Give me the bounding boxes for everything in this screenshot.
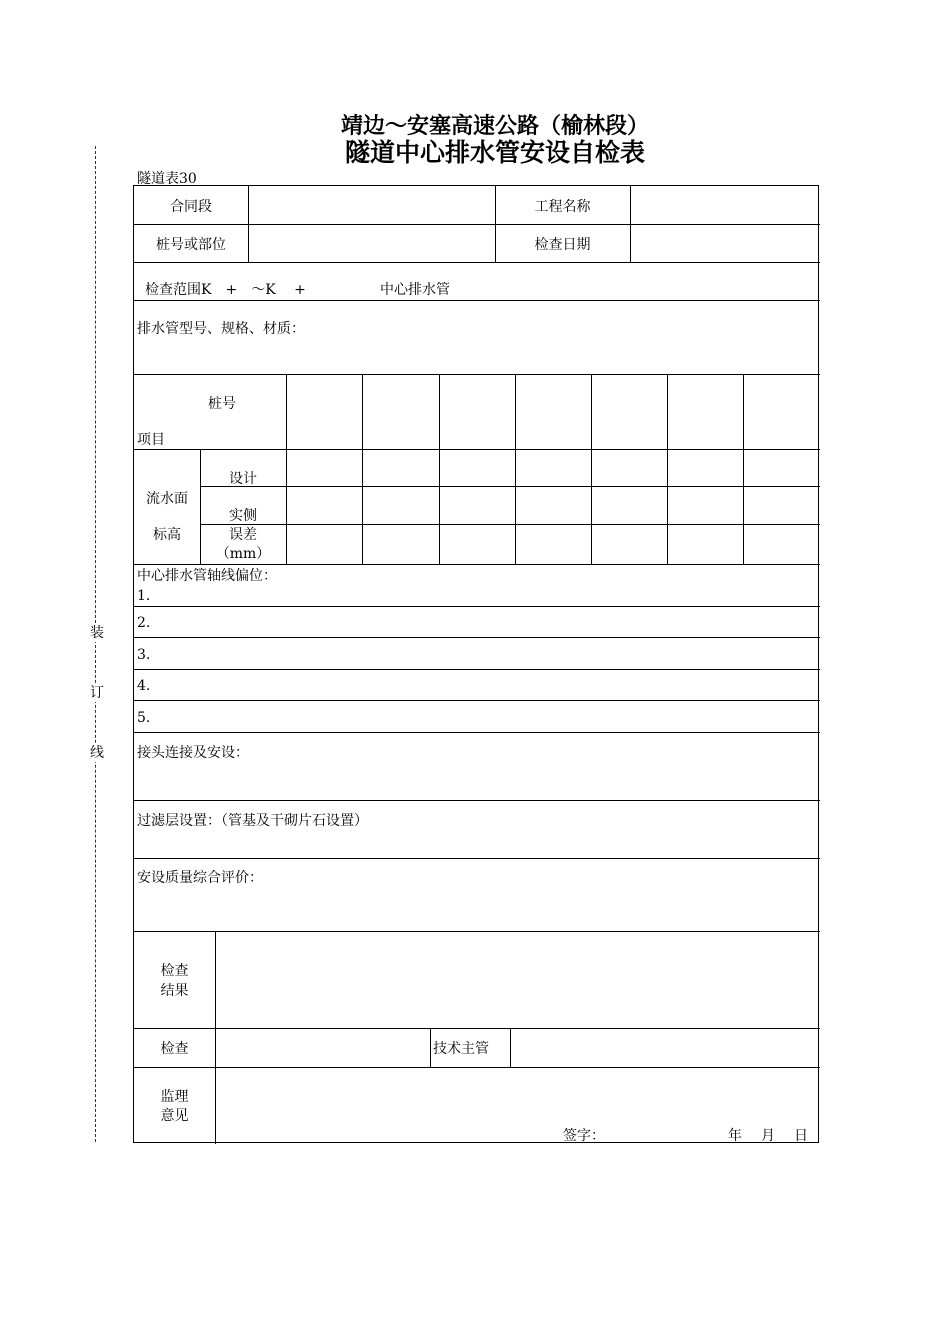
project-name-field[interactable] — [631, 198, 819, 216]
form-number: 隧道表30 — [137, 171, 197, 187]
evaluation-label: 安设质量综合评价： — [137, 870, 263, 886]
offset-item-1: 1. — [137, 588, 151, 604]
station-label: 桩号或部位 — [156, 237, 226, 253]
result-label-1: 检查 — [160, 963, 189, 979]
error-unit-label: （mm） — [215, 546, 271, 562]
supervision-label-2: 意见 — [160, 1108, 189, 1124]
signature-label: 签字： — [563, 1128, 605, 1144]
inspector-field[interactable] — [216, 1040, 429, 1058]
check-range-suffix: 中心排水管 — [380, 282, 450, 298]
grid-corner-station: 桩号 — [208, 396, 236, 412]
check-date-field[interactable] — [631, 236, 819, 254]
error-label: 误差 — [229, 527, 257, 543]
offset-item-3: 3. — [137, 647, 151, 663]
pipe-spec-label: 排水管型号、规格、材质： — [137, 321, 305, 337]
binding-char-3: 线 — [90, 745, 104, 761]
result-label-2: 结果 — [160, 983, 189, 999]
supervision-label-1: 监理 — [160, 1089, 189, 1105]
inspection-form — [133, 185, 819, 1143]
binding-line — [95, 146, 96, 1142]
design-label: 设计 — [229, 471, 257, 487]
binding-char-2: 订 — [90, 685, 104, 701]
joint-label: 接头连接及安设： — [137, 745, 249, 761]
check-date-label: 检查日期 — [534, 237, 591, 253]
contract-value-field[interactable] — [249, 198, 494, 216]
tech-supervisor-field[interactable] — [511, 1040, 819, 1058]
date-day: 日 — [794, 1128, 808, 1144]
axis-offset-label: 中心排水管轴线偏位： — [137, 568, 277, 584]
title-line-2: 隧道中心排水管安设自检表 — [344, 138, 645, 167]
measured-label: 实侧 — [229, 508, 257, 524]
binding-char-1: 装 — [90, 625, 104, 641]
elevation-label: 标高 — [153, 527, 181, 543]
contract-label: 合同段 — [170, 199, 212, 215]
grid-corner-item: 项目 — [137, 432, 165, 448]
flow-surface-label: 流水面 — [146, 491, 188, 507]
offset-item-5: 5. — [137, 710, 151, 726]
inspector-label: 检查 — [160, 1041, 189, 1057]
date-month: 月 — [761, 1128, 775, 1144]
offset-item-2: 2. — [137, 615, 151, 631]
project-name-label: 工程名称 — [534, 199, 591, 215]
filter-label: 过滤层设置：（管基及干砌片石设置） — [137, 813, 368, 829]
tech-supervisor-label: 技术主管 — [433, 1041, 489, 1057]
offset-item-4: 4. — [137, 678, 151, 694]
date-year: 年 — [728, 1128, 742, 1144]
check-range-text: 检查范围K + ～K + — [145, 282, 306, 298]
station-field[interactable] — [249, 236, 494, 254]
title-line-1: 靖边～安塞高速公路（榆林段） — [340, 114, 649, 139]
